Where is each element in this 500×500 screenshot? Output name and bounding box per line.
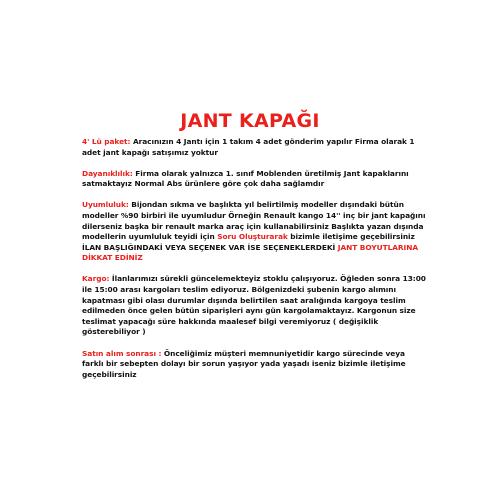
description-content (82, 137, 427, 391)
highlight-text: Soru Oluşturarak (217, 232, 288, 242)
section-text: Firma olarak yalnızca 1. sınıf Moblenden üretilmiş Jant kapaklarını satmaktayız Normal Abs ürünlere göre çok daha sağlamdır (82, 168, 409, 189)
warning-text: JANT BOYUTLARINA DİKKAT EDİNİZ (82, 242, 419, 263)
section-label: 4' Lü paket: (82, 137, 131, 146)
section-shipping (82, 274, 427, 338)
section-compatibility (82, 200, 427, 264)
section-text: İlanlarımızı sürekli güncelemekteyiz stoklu çalışıyoruz. Öğleden sonra 13:00 ile 15:00 arası kargoları teslim ediyoruz. Bölgenizdeki şubenin kargo alımını kapatması gibi olası durumlar dışında belirtilen saat aralığında kargoya teslim edilmeden önce gelen bütün siparişleri aynı gün kargolamaktayız. Kargonun size teslimat yapacağı süre hakkında maalesef bilgi veremiyoruz ( değişiklik gösterebiliyor ) (82, 274, 426, 337)
section-label: Kargo: (82, 274, 110, 284)
section-label: Satın alım sonrası : (82, 348, 162, 358)
section-text: Önceliğimiz müşteri memnuniyetidir kargo sürecinde veya farklı bir sebepten dolayı bir sorun yaşıyor yada yaşadı iseniz bizimle iletişime geçebilirsiniz (82, 348, 406, 379)
section-durability (82, 169, 427, 190)
section-text: Aracınızın 4 Jantı için 1 takım 4 adet gönderim yapılır Firma olarak 1 adet jant kapağı satışımız yoktur (82, 137, 415, 157)
section-after-sales (82, 349, 427, 381)
section-text-continued: bizimle iletişime geçebilirsiniz İLAN BAŞLIĞINDAKİ VEYA SEÇENEK VAR İSE SEÇENEKLERDEKİ (82, 232, 415, 252)
section-label: Uyumluluk: (82, 200, 129, 210)
page-title: JANT KAPAĞI (180, 110, 320, 132)
section-text: Bijondan sıkma ve başlıkta yıl belirtilmiş modeller dışındaki bütün modeller %90 birbiri ile uyumludur Örneğin Renault kango 14'' inç bir jant kapağını dilerseniz başka bir renault marka araç için kullanabilirsiniz Başlıkta yazan dışında modellerin uyumluluk teyidi için (82, 200, 426, 242)
section-package (82, 137, 427, 158)
section-label: Dayanıklılık: (82, 168, 133, 178)
